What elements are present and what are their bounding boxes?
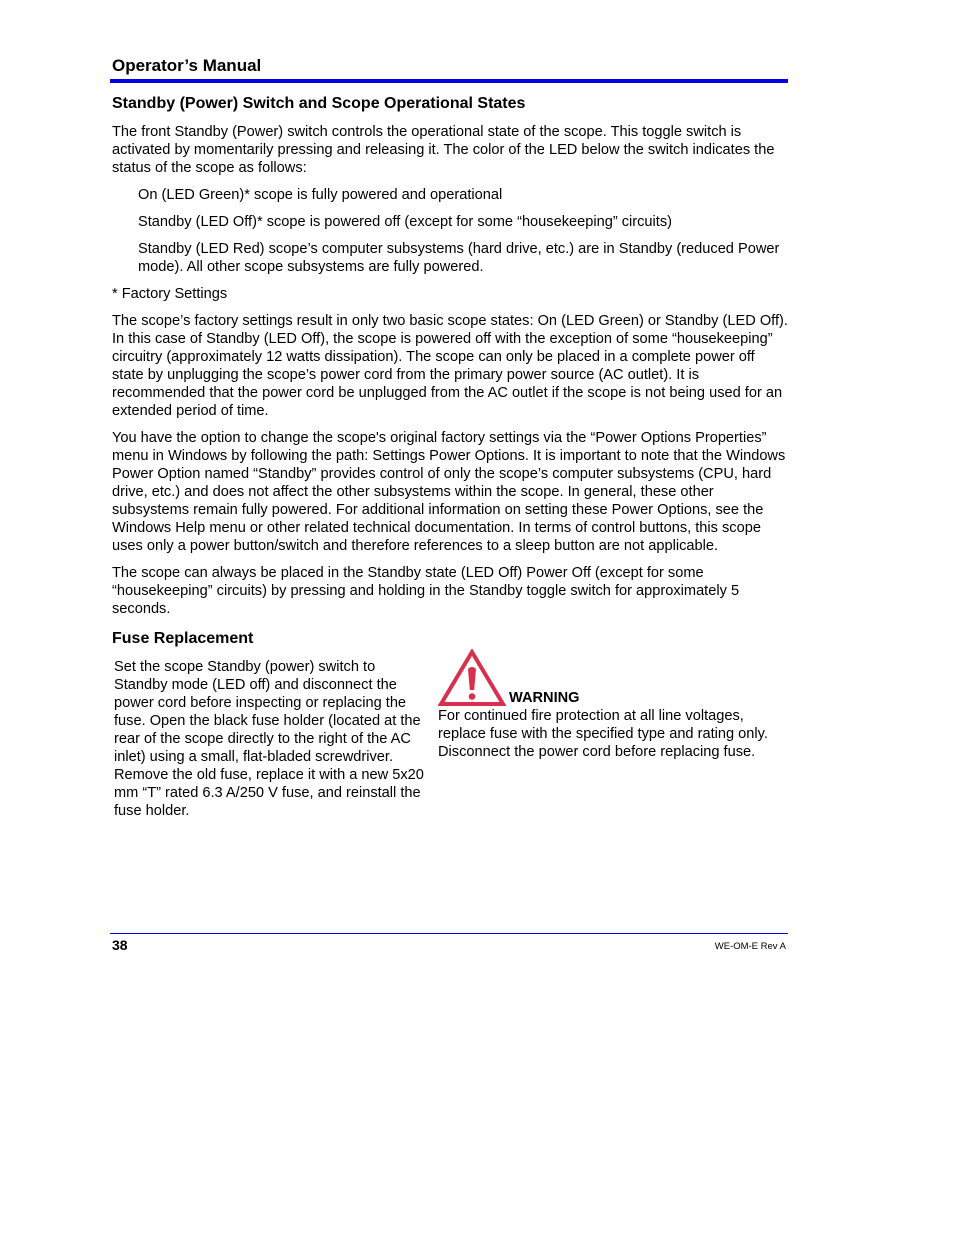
page-content	[112, 94, 790, 829]
standby-section-heading: Standby (Power) Switch and Scope Operational States	[112, 95, 526, 112]
page-header-title: Operator’s Manual	[112, 56, 262, 75]
header-rule	[110, 79, 788, 83]
power-options-paragraph: You have the option to change the scope's original factory settings via the “Power Options Properties” menu in Windows by following the path: Settings Power Options. It is important to note that the Windows Power Option named “Standby” provides control of only the scope’s computer subsystems (CPU, hard drive, etc.) and does not affect the other subsystems within the scope. In general, these other subsystems remain fully powered. For additional information on setting these Power Options, see the Windows Help menu or other related technical documentation. In terms of control buttons, this scope uses only a power button/switch and therefore references to a sleep button are not applicable.	[112, 430, 786, 554]
warning-box	[438, 649, 790, 829]
footer-rule	[110, 933, 788, 934]
fuse-section-heading: Fuse Replacement	[112, 630, 254, 647]
warning-text: For continued fire protection at all line voltages, replace fuse with the specified type and rating only. Disconnect the power cord before replacing fuse.	[438, 708, 768, 760]
standby-hold-paragraph: The scope can always be placed in the Standby state (LED Off) Power Off (except for some “housekeeping” circuits) by pressing and holding in the Standby toggle switch for approximately 5 seconds.	[112, 565, 740, 617]
page-number: 38	[112, 937, 128, 953]
warning-header	[438, 649, 790, 707]
document-revision-id: WE-OM-E Rev A	[714, 941, 786, 952]
state-standby-off-item: Standby (LED Off)* scope is powered off (except for some “housekeeping” circuits)	[138, 214, 673, 230]
factory-settings-note: * Factory Settings	[112, 286, 228, 302]
factory-states-paragraph: The scope’s factory settings result in only two basic scope states: On (LED Green) or Standby (LED Off). In this case of Standby (LED Off), the scope is powered off with the exception of some “housekeeping” circuitry (approximately 12 watts dissipation). The scope can only be placed in a complete power off state by unplugging the scope’s power cord from the primary power source (AC outlet). It is recommended that the power cord be unplugged from the AC outlet if the scope is not being used for an extended period of time.	[112, 313, 788, 419]
state-on-item: On (LED Green)* scope is fully powered and operational	[138, 187, 503, 203]
warning-triangle-icon	[438, 649, 506, 707]
fuse-replacement-instructions: Set the scope Standby (power) switch to Standby mode (LED off) and disconnect the power cord before inspecting or replacing the fuse. Open the black fuse holder (located at the rear of the scope directly to the right of the AC inlet) using a small, flat-bladed screwdriver. Remove the old fuse, replace it with a new 5x20 mm “T” rated 6.3 A/250 V fuse, and reinstall the fuse holder.	[114, 659, 424, 819]
fuse-section-columns	[112, 658, 790, 829]
state-standby-red-item: Standby (LED Red) scope’s computer subsystems (hard drive, etc.) are in Standby (reduced Power mode). All other scope subsystems are fully powered.	[138, 241, 780, 275]
standby-intro-paragraph: The front Standby (Power) switch controls the operational state of the scope. This toggle switch is activated by momentarily pressing and releasing it. The color of the LED below the switch indicates the status of the scope as follows:	[112, 124, 775, 176]
warning-label: WARNING	[509, 690, 580, 706]
